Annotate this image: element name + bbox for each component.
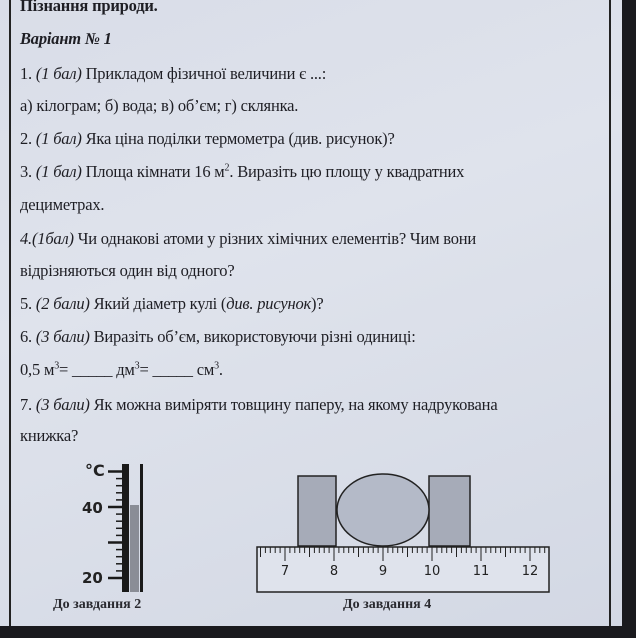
ruler-label-10: 10 [423,564,441,579]
thermometer-label-20: 20 [82,569,103,587]
thermometer-caption: До завдання 2 [53,597,142,612]
ruler-label-11: 11 [472,564,490,579]
thermometer-fill [130,505,139,592]
left-block [298,476,336,546]
ruler-figure [257,474,549,592]
thermometer-scale-bar [122,464,129,592]
question-2: 2. (1 бал) Яка ціна поділки термометра (див. рисунок)? [20,129,395,148]
ball [337,474,429,546]
question-1-options: а) кілограм; б) вода; в) об’єм; г) склянка. [20,96,299,115]
ruler-label-12: 12 [521,564,539,579]
ruler-label-7: 7 [280,564,290,579]
ruler-label-9: 9 [378,564,388,579]
question-6-formula: 0,5 $м^3=$ _____ $дм^3=$ _____ $см^3$. [20,360,223,379]
ruler-label-8: 8 [329,564,339,579]
question-3: 3. (1 бал) Площа кімнати 16 $м^2$. Виразіть цю площу у квадратних [20,162,465,181]
question-6: 6. (3 бали) Виразіть об’єм, використовуючи різні одиниці: [20,327,416,346]
right-block [429,476,470,546]
thermometer-tube-line [140,464,143,592]
question-4: 4.(1бал) Чи однакові атоми у різних хімічних елементів? Чим вони [20,229,477,248]
ruler-caption: До завдання 4 [343,597,432,612]
thermometer-unit: °C [85,461,105,480]
question-5: 5. (2 бали) Який діаметр кулі (див. рисунок)? [20,294,324,313]
question-4-cont: відрізняються один від одного? [20,261,235,280]
question-3-cont: дециметрах. [20,195,105,214]
thermometer-ticks [108,472,122,579]
question-7: 7. (3 бали) Як можна виміряти товщину паперу, на якому надрукована [20,395,498,414]
question-7-cont: книжка? [20,426,79,445]
variant-heading: Варіант № 1 [20,29,112,48]
question-1: 1. (1 бал) Прикладом фізичної величини є ...: [20,64,327,83]
thermometer-label-40: 40 [82,499,103,517]
thermometer-figure [82,461,143,592]
subject-title: Пізнання природи. [20,0,158,15]
